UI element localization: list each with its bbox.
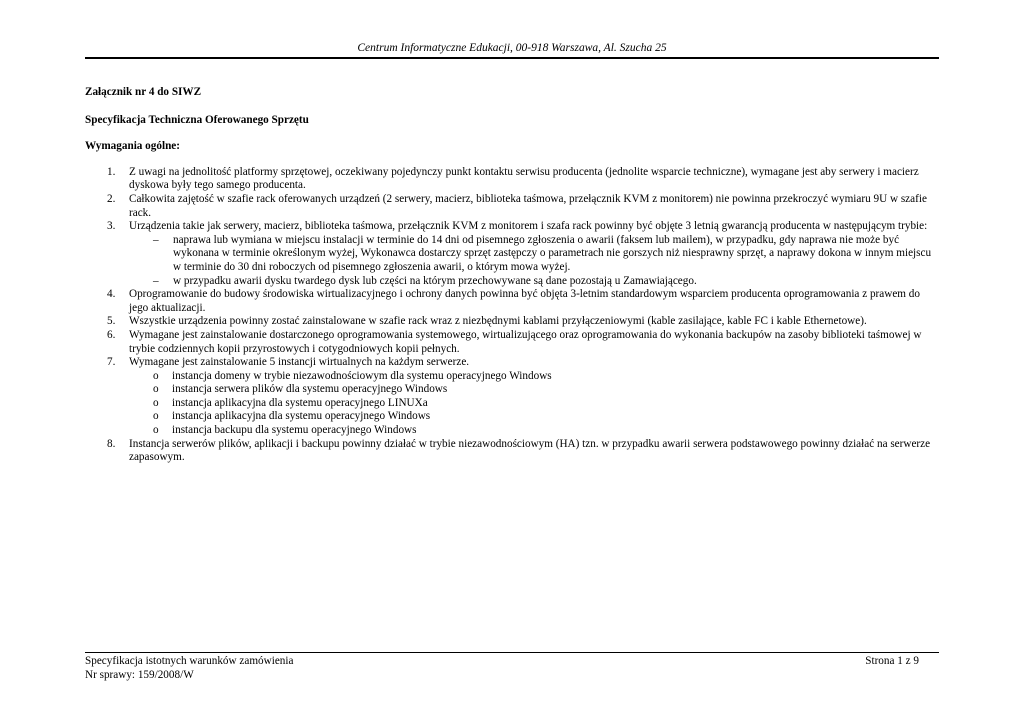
page-header: Centrum Informatyczne Edukacji, 00-918 Warszawa, Al. Szucha 25 bbox=[357, 42, 667, 54]
list-item bbox=[85, 288, 939, 315]
item-number: 7. bbox=[107, 356, 116, 369]
page-number: Strona 1 z 9 bbox=[865, 655, 919, 667]
dash-bullet: – bbox=[153, 233, 159, 246]
footer-case-number: Nr sprawy: 159/2008/W bbox=[85, 669, 194, 681]
sub-item-text: w przypadku awarii dysku twardego dysk lub części na którym przechowywane są dane pozostają u Zamawiającego. bbox=[173, 274, 697, 287]
sub-item-text: instancja serwera plików dla systemu operacyjnego Windows bbox=[172, 383, 448, 396]
sub-list-item bbox=[129, 410, 939, 424]
sub-list-item bbox=[129, 275, 939, 289]
list-item bbox=[85, 356, 939, 438]
item-text: Wymagane jest zainstalowanie dostarczonego oprogramowania systemowego, wirtualizującego oraz oprogramowania do wykonania backupów na zasoby biblioteki taśmowej w trybie codziennych kopii przyrostowych i cotygodniowych kopii pełnych. bbox=[129, 328, 922, 355]
item-number: 1. bbox=[107, 165, 116, 178]
item-number: 5. bbox=[107, 315, 116, 328]
requirements-heading: Wymagania ogólne: bbox=[85, 140, 180, 153]
item-text: Instancja serwerów plików, aplikacji i backupu powinny działać w trybie niezawodnościowym (HA) tzn. w przypadku awarii serwera podstawowego powinny działać na serwerze zapasowym. bbox=[129, 437, 931, 464]
item-number: 6. bbox=[107, 328, 116, 341]
instances-sublist bbox=[129, 370, 939, 438]
item-text: Wymagane jest zainstalowanie 5 instancji wirtualnych na każdym serwerze. bbox=[129, 356, 470, 369]
item-number: 4. bbox=[107, 288, 116, 301]
dash-bullet: – bbox=[153, 274, 159, 287]
list-item bbox=[85, 329, 939, 356]
sub-list-item bbox=[129, 234, 939, 275]
circle-bullet: o bbox=[153, 369, 159, 382]
sub-item-text: instancja domeny w trybie niezawodnościowym dla systemu operacyjnego Windows bbox=[172, 369, 552, 382]
spec-title: Specyfikacja Techniczna Oferowanego Sprzętu bbox=[85, 113, 309, 126]
footer-doc-title: Specyfikacja istotnych warunków zamówienia bbox=[85, 655, 294, 667]
circle-bullet: o bbox=[153, 410, 159, 423]
circle-bullet: o bbox=[153, 383, 159, 396]
item-number: 2. bbox=[107, 192, 116, 205]
item-text: Wszystkie urządzenia powinny zostać zainstalowane w szafie rack wraz z niezbędnymi kablami przyłączeniowymi (kable zasilające, kable FC i kable Ethernetowe). bbox=[129, 315, 867, 328]
sub-item-text: instancja aplikacyjna dla systemu operacyjnego LINUXa bbox=[172, 396, 428, 409]
sub-list-item bbox=[129, 397, 939, 411]
item-number: 8. bbox=[107, 437, 116, 450]
requirements-list bbox=[85, 166, 939, 465]
footer-divider bbox=[85, 652, 939, 653]
list-item bbox=[85, 220, 939, 288]
circle-bullet: o bbox=[153, 424, 159, 437]
sub-list-item bbox=[129, 370, 939, 384]
list-item bbox=[85, 438, 939, 465]
sub-list-item bbox=[129, 424, 939, 438]
item-text: Całkowita zajętość w szafie rack oferowanych urządzeń (2 serwery, macierz, biblioteka taśmowa, przełącznik KVM z monitorem) nie powinna przekroczyć wymiaru 9U w szafie rack. bbox=[129, 192, 927, 219]
sub-item-text: instancja backupu dla systemu operacyjnego Windows bbox=[172, 424, 417, 437]
item-text: Urządzenia takie jak serwery, macierz, biblioteka taśmowa, przełącznik KVM z monitorem i szafa rack powinny być objęte 3 letnią gwarancją producenta w następującym trybie: bbox=[129, 220, 928, 233]
list-item bbox=[85, 166, 939, 193]
item-text: Z uwagi na jednolitość platformy sprzętowej, oczekiwany pojedynczy punkt kontaktu serwisu producenta (jednolite wsparcie techniczne), wymagane jest aby serwery i macierz dyskowa były tego samego producenta. bbox=[129, 165, 919, 192]
circle-bullet: o bbox=[153, 396, 159, 409]
sub-item-text: naprawa lub wymiana w miejscu instalacji w terminie do 14 dni od pisemnego zgłoszenia o awarii (faksem lub mailem), w przypadku, gdy naprawa nie może być wykonana w terminie określonym wyżej, Wykonawca dostarczy sprzęt zastępczy o parametrach nie gorszych niż niesprawny sprzęt, a naprawy dokona w innym miejscu w terminie do 30 dni roboczych od pisemnego zgłoszenia awarii, o którym mowa wyżej. bbox=[173, 233, 932, 273]
document-body bbox=[85, 86, 939, 465]
warranty-sublist bbox=[129, 234, 939, 288]
list-item bbox=[85, 315, 939, 329]
item-text: Oprogramowanie do budowy środowiska wirtualizacyjnego i ochrony danych powinna być objęta 3-letnim standardowym wsparciem producenta oprogramowania z prawem do jego aktualizacji. bbox=[129, 288, 920, 314]
attachment-title: Załącznik nr 4 do SIWZ bbox=[85, 86, 202, 98]
sub-item-text: instancja aplikacyjna dla systemu operacyjnego Windows bbox=[172, 410, 431, 423]
item-number: 3. bbox=[107, 220, 116, 233]
sub-list-item bbox=[129, 383, 939, 397]
footer-info bbox=[85, 654, 293, 682]
header-divider bbox=[85, 57, 939, 59]
list-item bbox=[85, 193, 939, 220]
